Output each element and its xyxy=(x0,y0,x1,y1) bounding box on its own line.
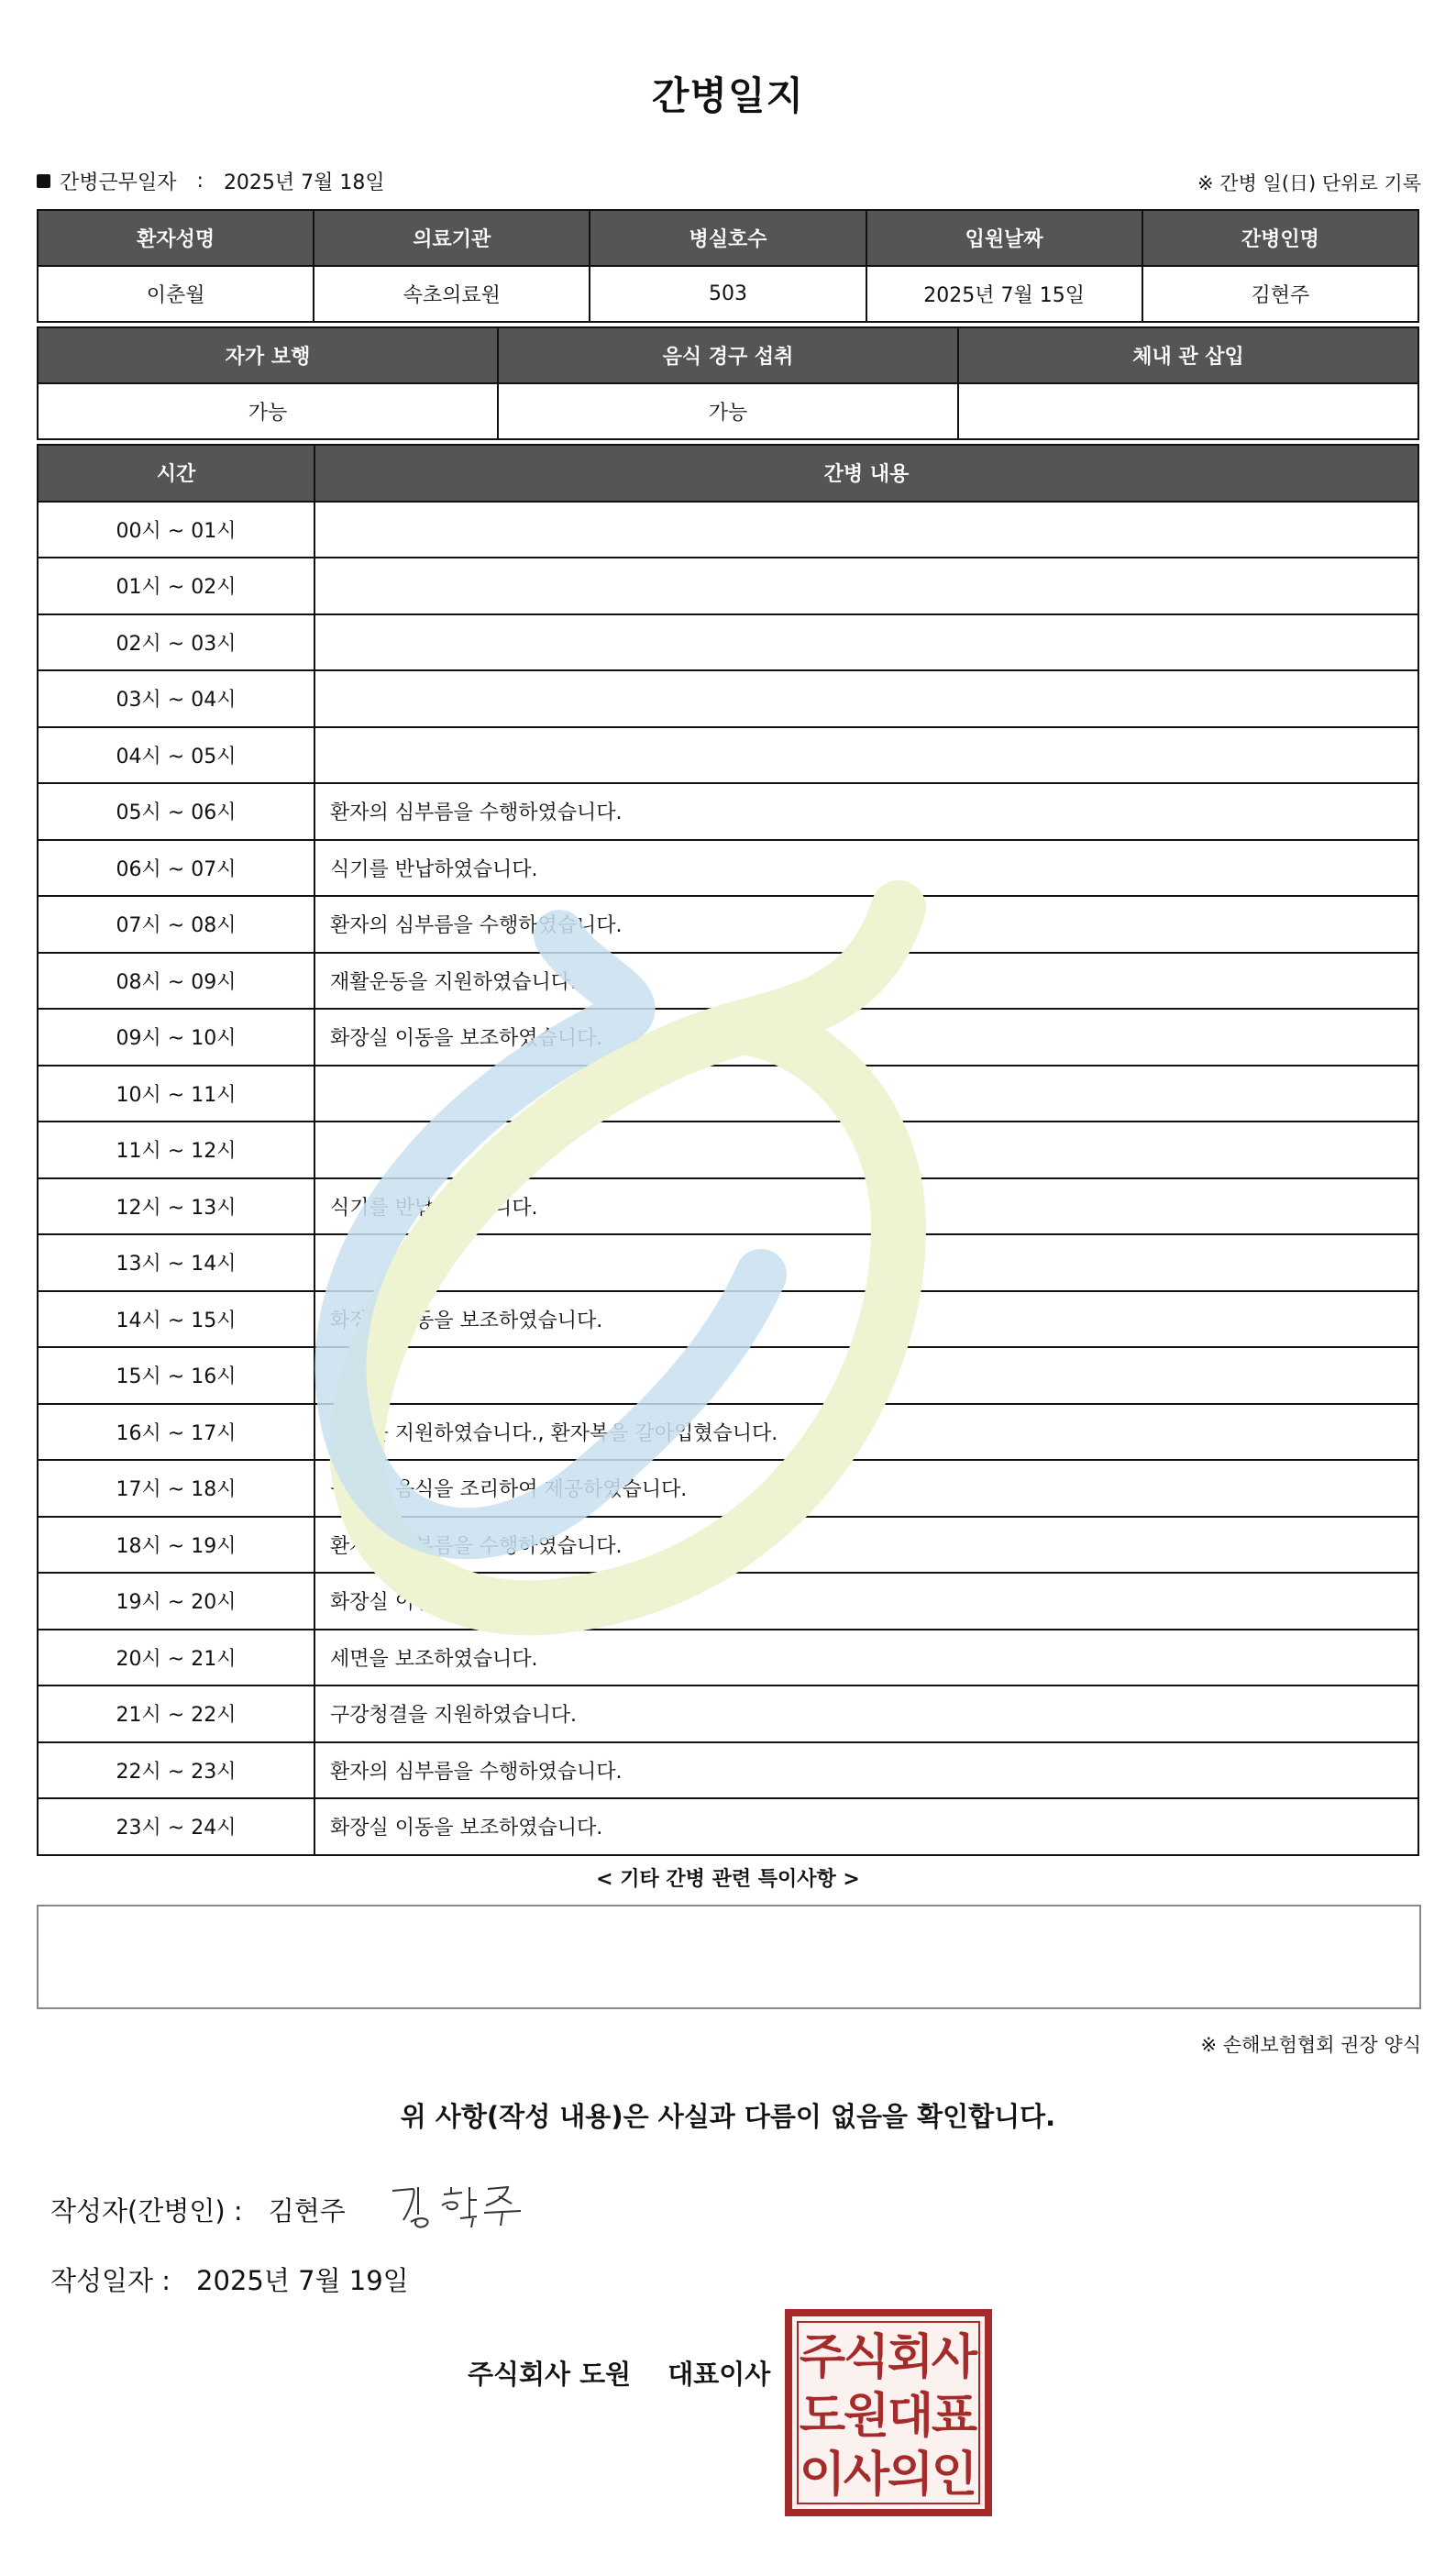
log-time: 04시 ~ 05시 xyxy=(38,727,314,784)
unit-note: ※ 간병 일(日) 단위로 기록 xyxy=(1197,172,1421,194)
other-notes-box xyxy=(37,1905,1421,2009)
log-content xyxy=(314,614,1418,671)
header-hospital: 의료기관 xyxy=(314,210,590,266)
care-log-row xyxy=(38,896,1418,953)
log-content: 세면을 보조하였습니다. xyxy=(314,1630,1418,1686)
hospital: 속초의료원 xyxy=(314,266,590,322)
writer-line xyxy=(50,2191,346,2228)
log-time: 20시 ~ 21시 xyxy=(38,1630,314,1686)
seal-character: 인 xyxy=(931,2448,978,2503)
square-bullet-icon xyxy=(37,174,50,188)
writer-label: 작성자(간병인) : xyxy=(50,2195,243,2227)
seal-character: 의 xyxy=(887,2448,934,2503)
patient-name: 이춘월 xyxy=(38,266,314,322)
header-oral-intake: 음식 경구 섭취 xyxy=(498,327,958,383)
care-log-row xyxy=(38,1291,1418,1348)
write-date-label: 작성일자 : xyxy=(50,2265,171,2296)
log-content: 구강청결을 지원하였습니다. xyxy=(314,1685,1418,1742)
care-log-row xyxy=(38,1798,1418,1855)
seal-character: 주 xyxy=(799,2330,846,2385)
log-content: 화장실 이동을 보조하였습니다. xyxy=(314,1573,1418,1630)
log-time: 13시 ~ 14시 xyxy=(38,1234,314,1291)
care-log-row xyxy=(38,1347,1418,1404)
header-caregiver-name: 간병인명 xyxy=(1142,210,1418,266)
seal-character: 사 xyxy=(843,2448,890,2503)
log-content: 재활운동을 지원하였습니다. xyxy=(314,953,1418,1010)
log-time: 01시 ~ 02시 xyxy=(38,558,314,614)
log-content: 환자의 심부름을 수행하였습니다. xyxy=(314,783,1418,840)
write-date-value: 2025년 7월 19일 xyxy=(196,2265,409,2296)
seal-character: 대 xyxy=(887,2389,934,2444)
care-log-row xyxy=(38,614,1418,671)
seal-character: 회 xyxy=(887,2330,934,2385)
care-log-row xyxy=(38,1122,1418,1178)
care-log-row xyxy=(38,1066,1418,1122)
patient-status-table xyxy=(37,326,1419,440)
writer-name: 김현주 xyxy=(268,2195,346,2227)
log-time: 06시 ~ 07시 xyxy=(38,840,314,897)
log-time: 22시 ~ 23시 xyxy=(38,1742,314,1799)
seal-character: 원 xyxy=(843,2389,890,2444)
duty-date-value: 2025년 7월 18일 xyxy=(223,171,385,194)
company-name: 주식회사 도원 xyxy=(468,2359,632,2390)
seal-character: 표 xyxy=(931,2389,978,2444)
log-time: 10시 ~ 11시 xyxy=(38,1066,314,1122)
log-content xyxy=(314,1066,1418,1122)
log-time: 21시 ~ 22시 xyxy=(38,1685,314,1742)
care-log-row xyxy=(38,1573,1418,1630)
log-time: 18시 ~ 19시 xyxy=(38,1517,314,1574)
log-time: 09시 ~ 10시 xyxy=(38,1009,314,1066)
care-log-row xyxy=(38,1178,1418,1235)
log-content: 환자의 심부름을 수행하였습니다. xyxy=(314,896,1418,953)
care-log-row xyxy=(38,1630,1418,1686)
care-log-table xyxy=(37,444,1419,1856)
log-time: 17시 ~ 18시 xyxy=(38,1460,314,1517)
status-header-row xyxy=(38,327,1418,383)
document-title: 간병일지 xyxy=(651,73,805,118)
log-content: 화장실 이동을 보조하였습니다. xyxy=(314,1009,1418,1066)
seal-character: 이 xyxy=(799,2448,846,2503)
admission-date: 2025년 7월 15일 xyxy=(866,266,1142,322)
care-log-row xyxy=(38,1234,1418,1291)
handwritten-signature xyxy=(385,2178,532,2233)
company-role: 대표이사 xyxy=(667,2359,771,2390)
care-log-row xyxy=(38,1404,1418,1461)
log-content: 식기를 반납하였습니다. xyxy=(314,840,1418,897)
log-time: 23시 ~ 24시 xyxy=(38,1798,314,1855)
header-self-walking: 자가 보행 xyxy=(38,327,498,383)
care-log-row xyxy=(38,840,1418,897)
care-log-row xyxy=(38,558,1418,614)
log-time: 12시 ~ 13시 xyxy=(38,1178,314,1235)
seal-character: 식 xyxy=(843,2330,890,2385)
other-notes-title: < 기타 간병 관련 특이사항 > xyxy=(596,1868,860,1891)
header-time: 시간 xyxy=(38,445,314,502)
status-value-row xyxy=(38,383,1418,439)
log-content: 샤워를 지원하였습니다., 환자복을 갈아입혔습니다. xyxy=(314,1404,1418,1461)
care-log-row xyxy=(38,1009,1418,1066)
log-content xyxy=(314,1347,1418,1404)
write-date-line xyxy=(50,2260,409,2298)
log-time: 00시 ~ 01시 xyxy=(38,502,314,558)
log-content xyxy=(314,670,1418,727)
log-content xyxy=(314,558,1418,614)
company-seal-stamp xyxy=(785,2309,992,2516)
oral-intake: 가능 xyxy=(498,383,958,439)
care-log-row xyxy=(38,1742,1418,1799)
log-time: 15시 ~ 16시 xyxy=(38,1347,314,1404)
log-content xyxy=(314,727,1418,784)
log-time: 11시 ~ 12시 xyxy=(38,1122,314,1178)
header-care-content: 간병 내용 xyxy=(314,445,1418,502)
log-content: 화장실 이동을 보조하였습니다. xyxy=(314,1291,1418,1348)
log-content: 환자의 심부름을 수행하였습니다. xyxy=(314,1742,1418,1799)
header-admission-date: 입원날짜 xyxy=(866,210,1142,266)
log-content xyxy=(314,1122,1418,1178)
header-room-number: 병실호수 xyxy=(590,210,866,266)
care-log-row xyxy=(38,783,1418,840)
room-number: 503 xyxy=(590,266,866,322)
log-time: 19시 ~ 20시 xyxy=(38,1573,314,1630)
log-time: 16시 ~ 17시 xyxy=(38,1404,314,1461)
self-walking: 가능 xyxy=(38,383,498,439)
log-time: 02시 ~ 03시 xyxy=(38,614,314,671)
caregiver-name: 김현주 xyxy=(1142,266,1418,322)
seal-character: 사 xyxy=(931,2330,978,2385)
care-log-row xyxy=(38,1685,1418,1742)
log-content: 화장실 이동을 보조하였습니다. xyxy=(314,1798,1418,1855)
patient-info-header-row xyxy=(38,210,1418,266)
duty-date-label: 간병근무일자 xyxy=(60,171,177,194)
care-log-row xyxy=(38,502,1418,558)
log-time: 08시 ~ 09시 xyxy=(38,953,314,1010)
care-log-header-row xyxy=(38,445,1418,502)
log-content: 식기를 반납하였습니다. xyxy=(314,1178,1418,1235)
log-content: 원하는 음식을 조리하여 제공하였습니다. xyxy=(314,1460,1418,1517)
log-content xyxy=(314,1234,1418,1291)
patient-info-table xyxy=(37,209,1419,323)
duty-date-separator: : xyxy=(196,170,204,193)
care-log-row xyxy=(38,953,1418,1010)
standard-form-note: ※ 손해보험협회 권장 양식 xyxy=(1200,2034,1421,2056)
log-time: 07시 ~ 08시 xyxy=(38,896,314,953)
header-tube-insertion: 체내 관 삽입 xyxy=(958,327,1418,383)
log-time: 05시 ~ 06시 xyxy=(38,783,314,840)
log-content xyxy=(314,502,1418,558)
care-log-row xyxy=(38,1460,1418,1517)
log-content: 환자의 심부름을 수행하였습니다. xyxy=(314,1517,1418,1574)
log-time: 03시 ~ 04시 xyxy=(38,670,314,727)
duty-date-line xyxy=(37,167,385,195)
header-patient-name: 환자성명 xyxy=(38,210,314,266)
tube-insertion xyxy=(958,383,1418,439)
seal-character: 도 xyxy=(799,2389,846,2444)
company-line xyxy=(468,2354,770,2392)
log-time: 14시 ~ 15시 xyxy=(38,1291,314,1348)
patient-info-value-row xyxy=(38,266,1418,322)
care-log-row xyxy=(38,670,1418,727)
confirmation-statement: 위 사항(작성 내용)은 사실과 다름이 없음을 확인합니다. xyxy=(400,2101,1056,2132)
care-log-body xyxy=(38,502,1418,1855)
care-log-row xyxy=(38,727,1418,784)
care-log-row xyxy=(38,1517,1418,1574)
